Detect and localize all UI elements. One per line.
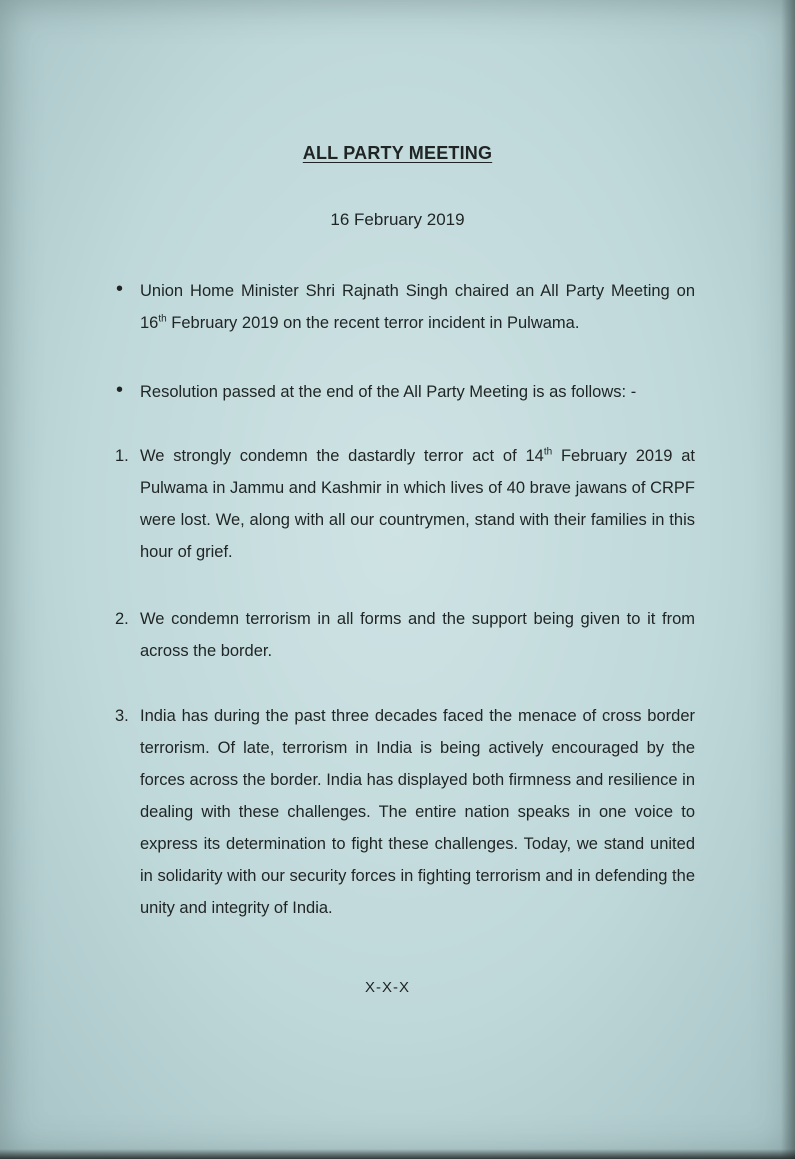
resolution-item-2: We condemn terrorism in all forms and the support being given to it from across the border.	[140, 610, 695, 660]
bullet-icon: •	[116, 379, 124, 401]
resolution-number: 1.	[115, 447, 129, 465]
page-edge-shadow	[781, 0, 795, 1159]
resolution-item-1: We strongly condemn the dastardly terror act of 14th February 2019 at Pulwama in Jammu and Kashmir in which lives of 40 brave jawans of CRPF were lost. We, along with all our countrymen, stand with their families in this hour of grief.	[140, 446, 695, 561]
bullet-item-meeting: Union Home Minister Shri Rajnath Singh chaired an All Party Meeting on 16th February 2019 on the recent terror incident in Pulwama.	[140, 282, 695, 332]
resolution-item-3: India has during the past three decades faced the menace of cross border terrorism. Of late, terrorism in India is being actively encouraged by the forces across the border. India has displayed both firmness and resilience in dealing with these challenges. The entire nation speaks in one voice to express its determination to fight these challenges. Today, we stand united in solidarity with our security forces in fighting terrorism and in defending the unity and integrity of India.	[140, 707, 695, 917]
bullet-icon: •	[116, 278, 124, 300]
bullet-item-resolution: Resolution passed at the end of the All Party Meeting is as follows: -	[140, 383, 637, 401]
resolution-number: 3.	[115, 707, 129, 725]
document-title: ALL PARTY MEETING	[302, 143, 493, 163]
document-date: 16 February 2019	[330, 210, 465, 229]
end-mark: X-X-X	[364, 979, 410, 996]
resolution-number: 2.	[115, 610, 129, 628]
page-edge-shadow	[0, 1149, 795, 1159]
